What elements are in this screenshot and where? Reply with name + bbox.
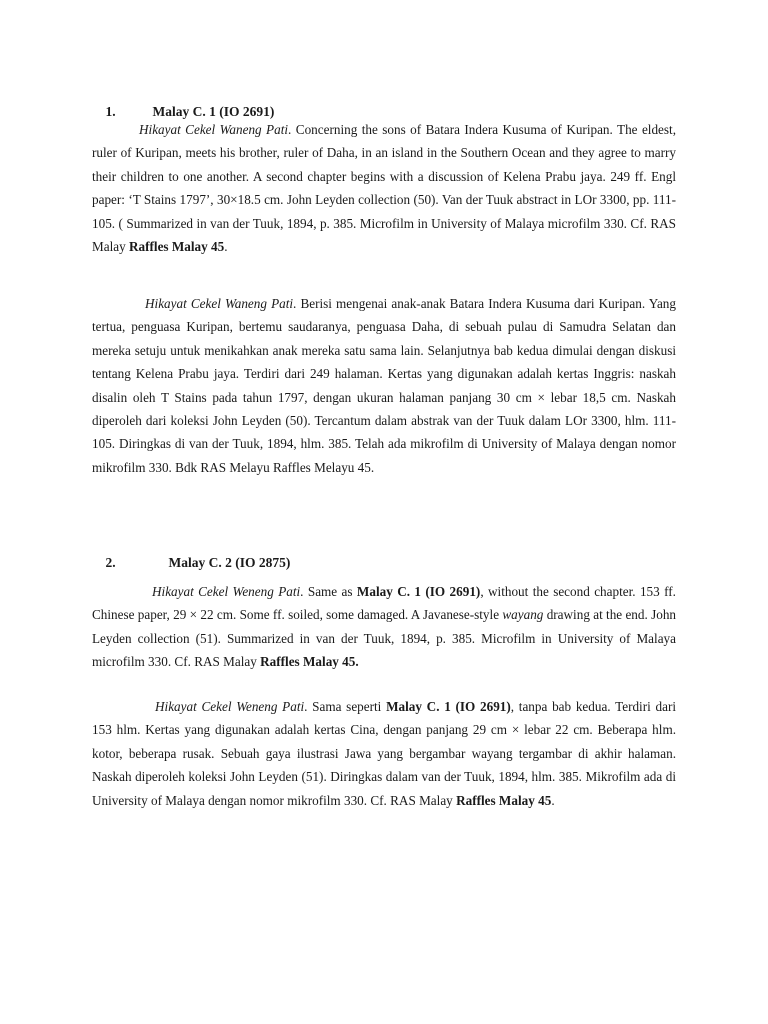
entry-2-english-reference: Malay C. 1 (IO 2691) — [356, 584, 481, 599]
entry-2-english-title: Hikayat Cekel Weneng Pati — [152, 584, 301, 599]
entry-1-english-description: Hikayat Cekel Waneng Pati. Concerning the sons of Batara Indera Kusuma of Kuripan. The eldest, ruler of Kuripan, meets his brother, ruler of Daha, in an island in the Southern Ocean and they agree to marry their children to one another. A second chapter begins with a discussion of Kelena Prabu jaya. 249 ff. Engl paper: ‘T Stains 1797’, 30×18.5 cm. John Leyden collection (50). Van der Tuuk abstract in LOr 3300, pp. 111-105. ( Summarized in van der Tuuk, 1894, p. 385. Microfilm in University of Malaya microfilm 330. Cf. RAS Malay Raffles Malay 45. — [92, 122, 677, 255]
entry-2-english-reference-raffles: Raffles Malay 45. — [260, 654, 359, 670]
entry-2-number: 2. — [105, 555, 116, 570]
entry-1-english-title: Hikayat Cekel Waneng Pati — [139, 122, 289, 137]
entry-2-malay-reference-raffles: Raffles Malay 45 — [456, 792, 552, 808]
entry-2-english-description: Hikayat Cekel Weneng Pati. Same as Malay C. 1 (IO 2691), without the second chapter. 153 ff. Chinese paper, 29 × 22 cm. Some ff. soiled, some damaged. A Javanese-style wayang drawing at the end. John Leyden collection (51). Summarized in van der Tuuk, 1894, p. 385. Microfilm in University of Malaya microfilm 330. Cf. RAS Malay Raffles Malay 45. — [92, 584, 677, 670]
entry-2-malay-description: Hikayat Cekel Weneng Pati. Sama seperti Malay C. 1 (IO 2691), tanpa bab kedua. Terdiri dari 153 hlm. Kertas yang digunakan adalah kertas Cina, dengan panjang 29 cm × lebar 22 cm. Beberapa hlm. kotor, beberapa rusak. Sebuah gaya ilustrasi Jawa yang bergambar wayang tergambar di akhir halaman. Naskah diperoleh koleksi John Leyden (51). Diringkas dalam van der Tuuk, 1894, hlm. 385. Mikrofilm ada di University of Malaya dengan nomor mikrofilm 330. Cf. RAS Malay Raffles Malay 45. — [92, 699, 676, 808]
entry-1-shelfmark: Malay C. 1 (IO 2691) — [152, 104, 275, 119]
entry-1-malay-title: Hikayat Cekel Waneng Pati — [145, 296, 294, 311]
entry-2-shelfmark: Malay C. 2 (IO 2875) — [168, 555, 291, 570]
entry-2-english-wayang: wayang — [502, 607, 544, 623]
entry-1-english-text: . Concerning the sons of Batara Indera Kusuma of Kuripan. The eldest, ruler of Kuripan, meets his brother, ruler of Daha, in an island in the Southern Ocean and they agree to marry their children to one another. A second chapter begins with a discussion of Kelena Prabu jaya. 249 ff. Engl paper: ‘T Stains 1797’, 30×18.5 cm. John Leyden collection (50). Van der Tuuk abstract in LOr 3300, pp. 111-105. ( Summarized in van der Tuuk, 1894, p. 385. Microfilm in University of Malaya microfilm 330. Cf. RAS Malay — [92, 122, 677, 255]
entry-2-malay-text: , tanpa bab kedua. Terdiri dari 153 hlm. Kertas yang digunakan adalah kertas Cina, dengan panjang 29 cm × lebar 22 cm. Beberapa hlm. kotor, beberapa rusak. Sebuah gaya ilustrasi Jawa yang bergambar wayang tergambar di akhir halaman. Naskah diperoleh koleksi John Leyden (51). Diringkas dalam van der Tuuk, 1894, hlm. 385. Mikrofilm ada di University of Malaya dengan nomor mikrofilm 330. Cf. RAS Malay — [92, 699, 676, 808]
entry-2-malay-title: Hikayat Cekel Weneng Pati — [155, 699, 305, 714]
entry-1-number: 1. — [105, 104, 116, 119]
entry-2-malay-reference: Malay C. 1 (IO 2691) — [386, 699, 511, 714]
entry-1-malay-description — [92, 292, 676, 479]
entry-1-english-reference: Raffles Malay 45 — [129, 239, 225, 255]
entry-1-malay-text: . Berisi mengenai anak-anak Batara Indera Kusuma dari Kuripan. Yang tertua, penguasa Kuripan, bertemu saudaranya, penguasa Daha, di sebuah pulau di Samudra Selatan dan mereka setuju untuk menikahkan anak mereka satu sama lain. Selanjutnya bab kedua dimulai dengan diskusi tentang Kelena Prabu jaya. Terdiri dari 249 halaman. Kertas yang digunakan adalah kertas Inggris: naskah disalin oleh T Stains pada tahun 1797, dengan ukuran halaman panjang 30 cm × lebar 18,5 cm. Naskah diperoleh dari koleksi John Leyden (50). Tercantum dalam abstrak van der Tuuk dalam LOr 3300, hlm. 111-105. Diringkas di van der Tuuk, 1894, hlm. 385. Telah ada mikrofilm di University of Malaya dengan nomor mikrofilm 330. Bdk RAS Melayu Raffles Melayu 45. — [92, 296, 676, 475]
